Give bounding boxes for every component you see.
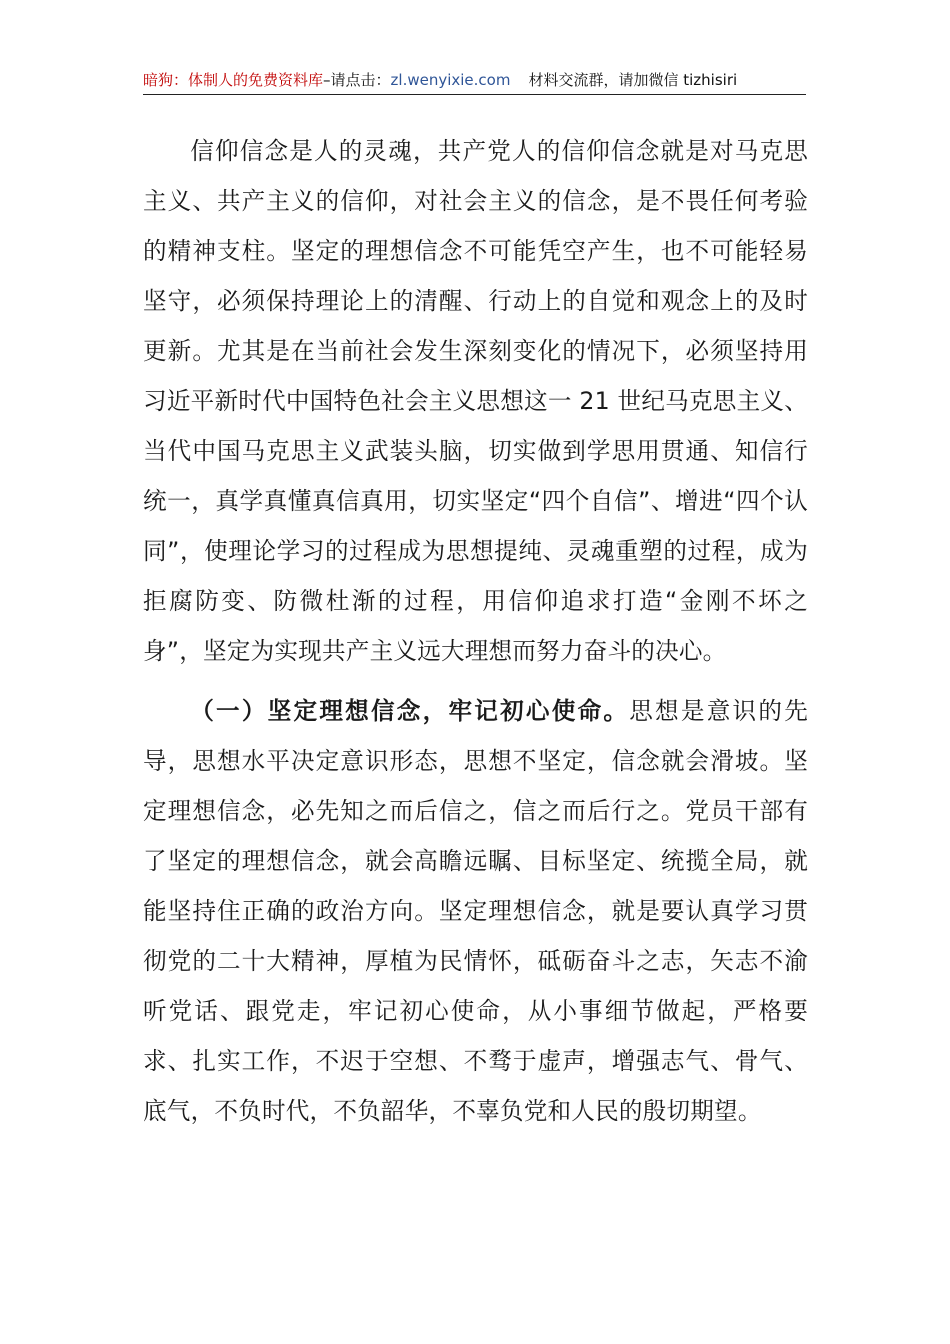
paragraph-1-text: 信仰信念是人的灵魂，共产党人的信仰信念就是对马克思主义、共产主义的信仰，对社会主义的信念，是不畏任何考验的精神支柱。坚定的理想信念不可能凭空产生，也不可能轻易坚守，必须保持理论上的清醒、行动上的自觉和观念上的及时更新。尤其是在当前社会发生深刻变化的情况下，必须坚持用习近平新时代中国特色社会主义思想这一 21 世纪马克思主义、当代中国马克思主义武装头脑，切实做到学思用贯通、知信行统一，真学真懂真信真用，切实坚定“四个自信”、增进“四个认同”，使理论学习的过程成为思想提纯、灵魂重塑的过程，成为拒腐防变、防微杜渐的过程，用信仰追求打造“金刚不坏之身”，坚定为实现共产主义远大理想而努力奋斗的决心。 [143,137,808,665]
header-group-note: 材料交流群，请加微信 tizhisiri [528,71,738,89]
section-heading: （一）坚定理想信念，牢记初心使命。 [190,697,630,725]
paragraph-1 [143,126,808,676]
paragraph-2-text: 思想是意识的先导，思想水平决定意识形态，思想不坚定，信念就会滑坡。坚定理想信念，必先知之而后信之，信之而后行之。党员干部有了坚定的理想信念，就会高瞻远瞩、目标坚定、统揽全局，就能坚持住正确的政治方向。坚定理想信念，就是要认真学习贯彻党的二十大精神，厚植为民情怀，砥砺奋斗之志，矢志不渝听党话、跟党走，牢记初心使命，从小事细节做起，严格要求、扎实工作，不迟于空想、不骛于虚声，增强志气、骨气、底气，不负时代，不负韶华，不辜负党和人民的殷切期望。 [143,697,808,1125]
header-link[interactable]: zl.wenyixie.com [390,71,511,89]
page-header [143,66,806,95]
header-prompt: –请点击： [323,71,391,89]
header-brand: 暗狗：体制人的免费资料库 [143,71,324,89]
paragraph-2 [143,686,808,1136]
